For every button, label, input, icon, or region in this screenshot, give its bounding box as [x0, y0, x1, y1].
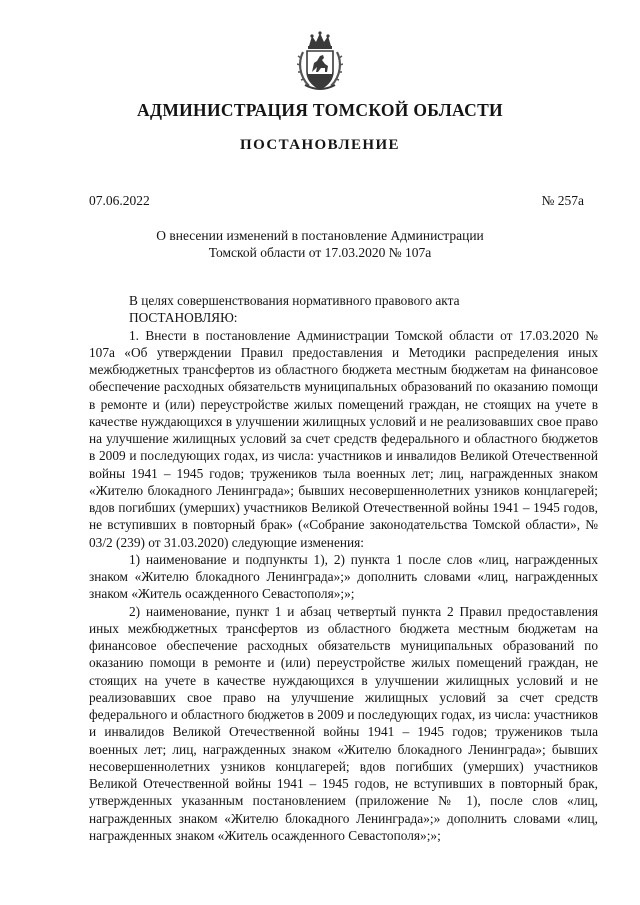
- document-subject: [150, 227, 490, 261]
- document-number: № 257а: [541, 193, 584, 208]
- point-1: 1. Внести в постановление Администрации Томской области от 17.03.2020 № 107а «Об утверждении Правил предоставления и Методики распределения иных межбюджетных трансфертов из областного бюджета местным бюджетам на финансовое обеспечение расходных обязательств муниципальных образований по оказанию помощи в ремонте и (или) переустройстве жилых помещений граждан, не стоящих на учете в качестве нуждающихся в улучшении жилищных условий и не реализовавших свое право на улучшение жилищных условий за счет средств федерального и областного бюджетов в 2009 и последующих годах, из числа: участников и инвалидов Великой Отечественной войны 1941 – 1945 годов; тружеников тыла военных лет; лиц, награжденных знаком «Жителю блокадного Ленинграда»; бывших несовершеннолетних узников концлагерей; вдов погибших (умерших) участников Великой Отечественной войны 1941 – 1945 годов, не вступивших в повторный брак» («Собрание законодательства Томской области», № 03/2 (239) от 31.03.2020) следующие изменения:: [89, 327, 598, 550]
- subject-line-1: О внесении изменений в постановление Администрации: [156, 228, 484, 243]
- document-date: 07.06.2022: [89, 193, 150, 208]
- subject-line-2: Томской области от 17.03.2020 № 107а: [208, 245, 432, 260]
- coat-of-arms-icon: [297, 30, 343, 92]
- document-body: [89, 292, 598, 844]
- decree-word: ПОСТАНОВЛЯЮ:: [129, 310, 238, 326]
- subpoint-1: 1) наименование и подпункты 1), 2) пункта 1 после слов «лиц, награжденных знаком «Жителю блокадного Ленинграда»;» дополнить словами «лиц, награжденных знаком «Житель осажденного Севастополя»;»;: [89, 551, 598, 602]
- subpoint-2: 2) наименование, пункт 1 и абзац четвертый пункта 2 Правил предоставления иных межбюджетных трансфертов из областного бюджета местным бюджетам на финансовое обеспечение расходных обязательств муниципальных образований по оказанию помощи в ремонте и (или) переустройстве жилых помещений граждан, не стоящих на учете в качестве нуждающихся в улучшении жилищных условий и не реализовавших свое право на улучшение жилищных условий за счет средств федерального и областного бюджетов в 2009 и последующих годах, из числа: участников и инвалидов Великой Отечественной войны 1941 – 1945 годов; тружеников тыла военных лет; лиц, награжденных знаком «Жителю блокадного Ленинграда»; бывших несовершеннолетних узников концлагерей; вдов погибших (умерших) участников Великой Отечественной войны 1941 – 1945 годов, не вступивших в повторный брак, утвержденных указанным постановлением (приложение № 1), после слов «лиц, награжденных знаком «Жителю блокадного Ленинграда»;» дополнить словами «лиц, награжденных знаком «Житель осажденного Севастополя»;»;: [89, 603, 598, 843]
- organization-title: АДМИНИСТРАЦИЯ ТОМСКОЙ ОБЛАСТИ: [137, 100, 503, 120]
- document-type: ПОСТАНОВЛЕНИЕ: [240, 137, 400, 153]
- preamble: В целях совершенствования нормативного правового акта: [129, 293, 460, 308]
